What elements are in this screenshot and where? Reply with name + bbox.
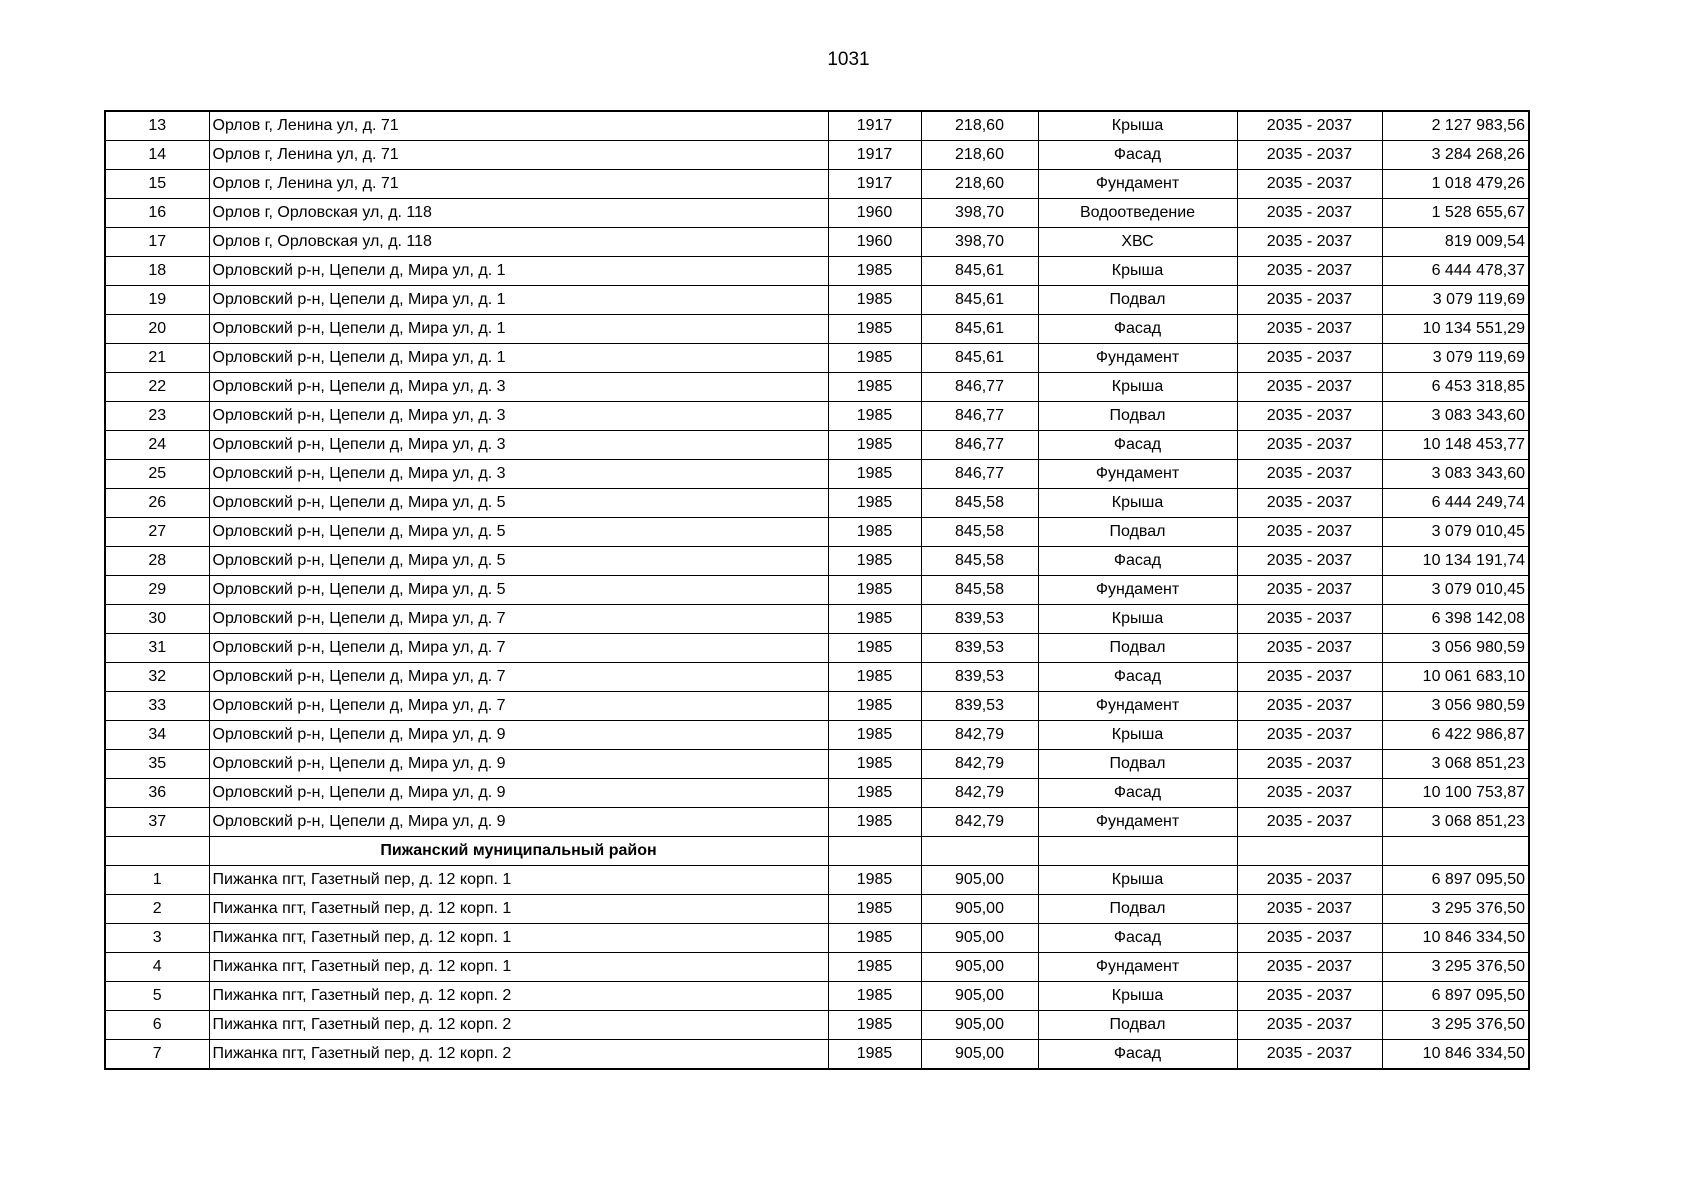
table-row — [105, 808, 1529, 837]
row-cost: 10 061 683,10 — [1382, 663, 1529, 692]
row-period: 2035 - 2037 — [1237, 518, 1382, 547]
section-area-cell — [921, 837, 1038, 866]
row-area: 905,00 — [921, 1011, 1038, 1040]
row-address: Орловский р-н, Цепели д, Мира ул, д. 9 — [209, 750, 828, 779]
row-build-year: 1985 — [828, 576, 921, 605]
table-row — [105, 779, 1529, 808]
row-cost: 6 422 986,87 — [1382, 721, 1529, 750]
row-number: 22 — [105, 373, 209, 402]
row-number: 21 — [105, 344, 209, 373]
row-cost: 6 453 318,85 — [1382, 373, 1529, 402]
row-area: 905,00 — [921, 866, 1038, 895]
table-row — [105, 402, 1529, 431]
row-address: Орловский р-н, Цепели д, Мира ул, д. 5 — [209, 576, 828, 605]
row-area: 846,77 — [921, 373, 1038, 402]
row-number: 1 — [105, 866, 209, 895]
row-address: Орловский р-н, Цепели д, Мира ул, д. 9 — [209, 808, 828, 837]
row-number: 6 — [105, 1011, 209, 1040]
row-cost: 3 295 376,50 — [1382, 953, 1529, 982]
row-work-type: Фасад — [1038, 431, 1237, 460]
row-build-year: 1985 — [828, 924, 921, 953]
row-address: Орловский р-н, Цепели д, Мира ул, д. 3 — [209, 402, 828, 431]
row-area: 839,53 — [921, 692, 1038, 721]
row-number: 24 — [105, 431, 209, 460]
row-cost: 2 127 983,56 — [1382, 111, 1529, 141]
table-row — [105, 750, 1529, 779]
row-work-type: Крыша — [1038, 489, 1237, 518]
row-work-type: Крыша — [1038, 866, 1237, 895]
row-address: Пижанка пгт, Газетный пер, д. 12 корп. 2 — [209, 1011, 828, 1040]
row-period: 2035 - 2037 — [1237, 344, 1382, 373]
table-row — [105, 141, 1529, 170]
row-area: 905,00 — [921, 895, 1038, 924]
row-area: 218,60 — [921, 141, 1038, 170]
row-number: 26 — [105, 489, 209, 518]
row-work-type: Подвал — [1038, 634, 1237, 663]
table-row — [105, 895, 1529, 924]
row-work-type: Водоотведение — [1038, 199, 1237, 228]
row-address: Орловский р-н, Цепели д, Мира ул, д. 1 — [209, 344, 828, 373]
section-num-cell — [105, 837, 209, 866]
row-address: Орлов г, Орловская ул, д. 118 — [209, 228, 828, 257]
row-work-type: Крыша — [1038, 605, 1237, 634]
row-cost: 3 284 268,26 — [1382, 141, 1529, 170]
row-work-type: Подвал — [1038, 750, 1237, 779]
row-address: Орловский р-н, Цепели д, Мира ул, д. 1 — [209, 315, 828, 344]
row-address: Орловский р-н, Цепели д, Мира ул, д. 1 — [209, 286, 828, 315]
row-build-year: 1985 — [828, 866, 921, 895]
table-row — [105, 1040, 1529, 1070]
row-area: 218,60 — [921, 111, 1038, 141]
row-work-type: Крыша — [1038, 111, 1237, 141]
table-row — [105, 199, 1529, 228]
section-year-cell — [828, 837, 921, 866]
row-area: 905,00 — [921, 953, 1038, 982]
row-cost: 3 056 980,59 — [1382, 634, 1529, 663]
row-address: Орловский р-н, Цепели д, Мира ул, д. 3 — [209, 460, 828, 489]
row-address: Орлов г, Ленина ул, д. 71 — [209, 141, 828, 170]
row-address: Пижанка пгт, Газетный пер, д. 12 корп. 1 — [209, 953, 828, 982]
row-build-year: 1985 — [828, 1011, 921, 1040]
row-work-type: Крыша — [1038, 373, 1237, 402]
row-area: 839,53 — [921, 634, 1038, 663]
row-area: 842,79 — [921, 808, 1038, 837]
row-address: Орлов г, Ленина ул, д. 71 — [209, 170, 828, 199]
row-build-year: 1985 — [828, 315, 921, 344]
table-row — [105, 924, 1529, 953]
row-number: 23 — [105, 402, 209, 431]
row-number: 16 — [105, 199, 209, 228]
row-cost: 3 079 119,69 — [1382, 286, 1529, 315]
row-period: 2035 - 2037 — [1237, 402, 1382, 431]
row-cost: 3 079 010,45 — [1382, 518, 1529, 547]
row-build-year: 1985 — [828, 692, 921, 721]
row-period: 2035 - 2037 — [1237, 953, 1382, 982]
row-period: 2035 - 2037 — [1237, 373, 1382, 402]
row-area: 845,61 — [921, 344, 1038, 373]
row-build-year: 1985 — [828, 779, 921, 808]
row-work-type: Фасад — [1038, 663, 1237, 692]
row-work-type: Фундамент — [1038, 460, 1237, 489]
row-number: 33 — [105, 692, 209, 721]
row-area: 846,77 — [921, 431, 1038, 460]
row-build-year: 1985 — [828, 460, 921, 489]
table-row — [105, 315, 1529, 344]
row-cost: 3 083 343,60 — [1382, 402, 1529, 431]
row-period: 2035 - 2037 — [1237, 111, 1382, 141]
section-title: Пижанский муниципальный район — [209, 837, 828, 866]
row-period: 2035 - 2037 — [1237, 605, 1382, 634]
row-number: 36 — [105, 779, 209, 808]
row-period: 2035 - 2037 — [1237, 576, 1382, 605]
row-number: 25 — [105, 460, 209, 489]
row-period: 2035 - 2037 — [1237, 228, 1382, 257]
row-cost: 3 068 851,23 — [1382, 808, 1529, 837]
row-period: 2035 - 2037 — [1237, 721, 1382, 750]
table-row — [105, 228, 1529, 257]
row-work-type: Фундамент — [1038, 170, 1237, 199]
row-number: 28 — [105, 547, 209, 576]
table-body-before-section — [105, 111, 1529, 837]
row-work-type: Подвал — [1038, 1011, 1237, 1040]
table-row — [105, 1011, 1529, 1040]
row-address: Орловский р-н, Цепели д, Мира ул, д. 7 — [209, 692, 828, 721]
row-period: 2035 - 2037 — [1237, 489, 1382, 518]
row-cost: 1 018 479,26 — [1382, 170, 1529, 199]
row-cost: 6 398 142,08 — [1382, 605, 1529, 634]
row-address: Орловский р-н, Цепели д, Мира ул, д. 3 — [209, 431, 828, 460]
row-area: 839,53 — [921, 663, 1038, 692]
row-period: 2035 - 2037 — [1237, 1011, 1382, 1040]
row-area: 845,58 — [921, 576, 1038, 605]
row-number: 35 — [105, 750, 209, 779]
table-row — [105, 257, 1529, 286]
row-address: Орловский р-н, Цепели д, Мира ул, д. 7 — [209, 634, 828, 663]
row-address: Пижанка пгт, Газетный пер, д. 12 корп. 1 — [209, 895, 828, 924]
row-period: 2035 - 2037 — [1237, 779, 1382, 808]
row-work-type: Фасад — [1038, 779, 1237, 808]
row-period: 2035 - 2037 — [1237, 199, 1382, 228]
row-build-year: 1985 — [828, 808, 921, 837]
table-row — [105, 866, 1529, 895]
page-number: 1031 — [827, 49, 870, 70]
section-cost-cell — [1382, 837, 1529, 866]
row-area: 842,79 — [921, 779, 1038, 808]
row-work-type: Фасад — [1038, 141, 1237, 170]
row-period: 2035 - 2037 — [1237, 315, 1382, 344]
row-number: 2 — [105, 895, 209, 924]
row-address: Орловский р-н, Цепели д, Мира ул, д. 3 — [209, 373, 828, 402]
row-cost: 3 079 119,69 — [1382, 344, 1529, 373]
row-area: 846,77 — [921, 460, 1038, 489]
row-period: 2035 - 2037 — [1237, 257, 1382, 286]
row-cost: 10 846 334,50 — [1382, 924, 1529, 953]
row-area: 845,61 — [921, 286, 1038, 315]
row-cost: 3 056 980,59 — [1382, 692, 1529, 721]
row-cost: 10 134 191,74 — [1382, 547, 1529, 576]
row-number: 20 — [105, 315, 209, 344]
row-number: 34 — [105, 721, 209, 750]
row-build-year: 1985 — [828, 750, 921, 779]
row-build-year: 1985 — [828, 663, 921, 692]
table-section-group — [105, 837, 1529, 866]
row-build-year: 1985 — [828, 286, 921, 315]
row-work-type: Фундамент — [1038, 576, 1237, 605]
row-work-type: Крыша — [1038, 257, 1237, 286]
table-row — [105, 460, 1529, 489]
row-work-type: Подвал — [1038, 402, 1237, 431]
row-cost: 6 444 478,37 — [1382, 257, 1529, 286]
row-work-type: Фасад — [1038, 924, 1237, 953]
row-build-year: 1917 — [828, 141, 921, 170]
row-build-year: 1985 — [828, 1040, 921, 1070]
section-header-row — [105, 837, 1529, 866]
row-number: 19 — [105, 286, 209, 315]
row-build-year: 1985 — [828, 431, 921, 460]
row-cost: 3 079 010,45 — [1382, 576, 1529, 605]
row-number: 13 — [105, 111, 209, 141]
row-number: 27 — [105, 518, 209, 547]
row-period: 2035 - 2037 — [1237, 170, 1382, 199]
table-body-after-section — [105, 866, 1529, 1070]
row-area: 905,00 — [921, 924, 1038, 953]
row-cost: 10 148 453,77 — [1382, 431, 1529, 460]
row-build-year: 1985 — [828, 518, 921, 547]
row-build-year: 1985 — [828, 402, 921, 431]
table-row — [105, 953, 1529, 982]
row-period: 2035 - 2037 — [1237, 547, 1382, 576]
row-cost: 6 444 249,74 — [1382, 489, 1529, 518]
section-work-cell — [1038, 837, 1237, 866]
row-cost: 6 897 095,50 — [1382, 982, 1529, 1011]
row-area: 218,60 — [921, 170, 1038, 199]
row-area: 839,53 — [921, 605, 1038, 634]
row-address: Орловский р-н, Цепели д, Мира ул, д. 7 — [209, 605, 828, 634]
row-period: 2035 - 2037 — [1237, 663, 1382, 692]
row-area: 845,58 — [921, 489, 1038, 518]
row-period: 2035 - 2037 — [1237, 982, 1382, 1011]
row-cost: 3 295 376,50 — [1382, 1011, 1529, 1040]
table-row — [105, 663, 1529, 692]
row-build-year: 1985 — [828, 547, 921, 576]
row-cost: 3 295 376,50 — [1382, 895, 1529, 924]
table-row — [105, 605, 1529, 634]
row-number: 17 — [105, 228, 209, 257]
row-area: 845,61 — [921, 315, 1038, 344]
row-build-year: 1985 — [828, 982, 921, 1011]
table-row — [105, 547, 1529, 576]
row-address: Пижанка пгт, Газетный пер, д. 12 корп. 1 — [209, 924, 828, 953]
row-address: Пижанка пгт, Газетный пер, д. 12 корп. 2 — [209, 982, 828, 1011]
row-area: 842,79 — [921, 750, 1038, 779]
row-build-year: 1985 — [828, 489, 921, 518]
row-work-type: ХВС — [1038, 228, 1237, 257]
row-area: 845,61 — [921, 257, 1038, 286]
row-number: 4 — [105, 953, 209, 982]
table-row — [105, 982, 1529, 1011]
row-area: 846,77 — [921, 402, 1038, 431]
row-number: 37 — [105, 808, 209, 837]
table-row — [105, 721, 1529, 750]
row-address: Орлов г, Орловская ул, д. 118 — [209, 199, 828, 228]
row-address: Орловский р-н, Цепели д, Мира ул, д. 9 — [209, 779, 828, 808]
row-area: 398,70 — [921, 199, 1038, 228]
row-cost: 1 528 655,67 — [1382, 199, 1529, 228]
row-number: 18 — [105, 257, 209, 286]
row-address: Пижанка пгт, Газетный пер, д. 12 корп. 2 — [209, 1040, 828, 1070]
row-build-year: 1985 — [828, 953, 921, 982]
row-period: 2035 - 2037 — [1237, 924, 1382, 953]
row-build-year: 1985 — [828, 721, 921, 750]
table-row — [105, 373, 1529, 402]
row-work-type: Фасад — [1038, 315, 1237, 344]
row-number: 30 — [105, 605, 209, 634]
repair-schedule-table — [104, 110, 1530, 1070]
table-row — [105, 576, 1529, 605]
table-row — [105, 692, 1529, 721]
row-build-year: 1985 — [828, 344, 921, 373]
row-period: 2035 - 2037 — [1237, 692, 1382, 721]
row-build-year: 1985 — [828, 257, 921, 286]
row-area: 842,79 — [921, 721, 1038, 750]
row-cost: 819 009,54 — [1382, 228, 1529, 257]
row-cost: 10 134 551,29 — [1382, 315, 1529, 344]
row-number: 5 — [105, 982, 209, 1011]
row-area: 905,00 — [921, 1040, 1038, 1070]
section-period-cell — [1237, 837, 1382, 866]
row-period: 2035 - 2037 — [1237, 750, 1382, 779]
row-number: 31 — [105, 634, 209, 663]
row-work-type: Фасад — [1038, 1040, 1237, 1070]
row-build-year: 1985 — [828, 605, 921, 634]
table-row — [105, 344, 1529, 373]
row-work-type: Фундамент — [1038, 808, 1237, 837]
row-build-year: 1917 — [828, 170, 921, 199]
row-area: 905,00 — [921, 982, 1038, 1011]
row-work-type: Крыша — [1038, 721, 1237, 750]
row-number: 29 — [105, 576, 209, 605]
row-build-year: 1985 — [828, 895, 921, 924]
row-cost: 3 083 343,60 — [1382, 460, 1529, 489]
row-period: 2035 - 2037 — [1237, 895, 1382, 924]
row-period: 2035 - 2037 — [1237, 634, 1382, 663]
row-number: 7 — [105, 1040, 209, 1070]
row-build-year: 1985 — [828, 373, 921, 402]
row-address: Орловский р-н, Цепели д, Мира ул, д. 7 — [209, 663, 828, 692]
row-work-type: Фундамент — [1038, 344, 1237, 373]
row-area: 398,70 — [921, 228, 1038, 257]
row-area: 845,58 — [921, 547, 1038, 576]
table-row — [105, 634, 1529, 663]
row-number: 14 — [105, 141, 209, 170]
row-cost: 10 846 334,50 — [1382, 1040, 1529, 1070]
row-period: 2035 - 2037 — [1237, 460, 1382, 489]
row-period: 2035 - 2037 — [1237, 866, 1382, 895]
row-work-type: Фундамент — [1038, 953, 1237, 982]
row-period: 2035 - 2037 — [1237, 1040, 1382, 1070]
row-work-type: Фасад — [1038, 547, 1237, 576]
row-build-year: 1985 — [828, 634, 921, 663]
row-area: 845,58 — [921, 518, 1038, 547]
row-build-year: 1960 — [828, 228, 921, 257]
row-work-type: Крыша — [1038, 982, 1237, 1011]
row-work-type: Фундамент — [1038, 692, 1237, 721]
table-row — [105, 286, 1529, 315]
row-address: Орловский р-н, Цепели д, Мира ул, д. 1 — [209, 257, 828, 286]
row-build-year: 1917 — [828, 111, 921, 141]
row-cost: 10 100 753,87 — [1382, 779, 1529, 808]
row-period: 2035 - 2037 — [1237, 808, 1382, 837]
table-row — [105, 111, 1529, 141]
row-cost: 6 897 095,50 — [1382, 866, 1529, 895]
row-address: Орловский р-н, Цепели д, Мира ул, д. 5 — [209, 489, 828, 518]
row-number: 15 — [105, 170, 209, 199]
row-work-type: Подвал — [1038, 895, 1237, 924]
row-address: Орловский р-н, Цепели д, Мира ул, д. 5 — [209, 518, 828, 547]
row-build-year: 1960 — [828, 199, 921, 228]
row-address: Орловский р-н, Цепели д, Мира ул, д. 9 — [209, 721, 828, 750]
table-row — [105, 170, 1529, 199]
row-cost: 3 068 851,23 — [1382, 750, 1529, 779]
row-period: 2035 - 2037 — [1237, 431, 1382, 460]
row-number: 3 — [105, 924, 209, 953]
row-address: Орловский р-н, Цепели д, Мира ул, д. 5 — [209, 547, 828, 576]
table-row — [105, 431, 1529, 460]
row-address: Пижанка пгт, Газетный пер, д. 12 корп. 1 — [209, 866, 828, 895]
row-period: 2035 - 2037 — [1237, 286, 1382, 315]
row-work-type: Подвал — [1038, 286, 1237, 315]
table-row — [105, 518, 1529, 547]
row-work-type: Подвал — [1038, 518, 1237, 547]
table-row — [105, 489, 1529, 518]
row-address: Орлов г, Ленина ул, д. 71 — [209, 111, 828, 141]
row-period: 2035 - 2037 — [1237, 141, 1382, 170]
row-number: 32 — [105, 663, 209, 692]
